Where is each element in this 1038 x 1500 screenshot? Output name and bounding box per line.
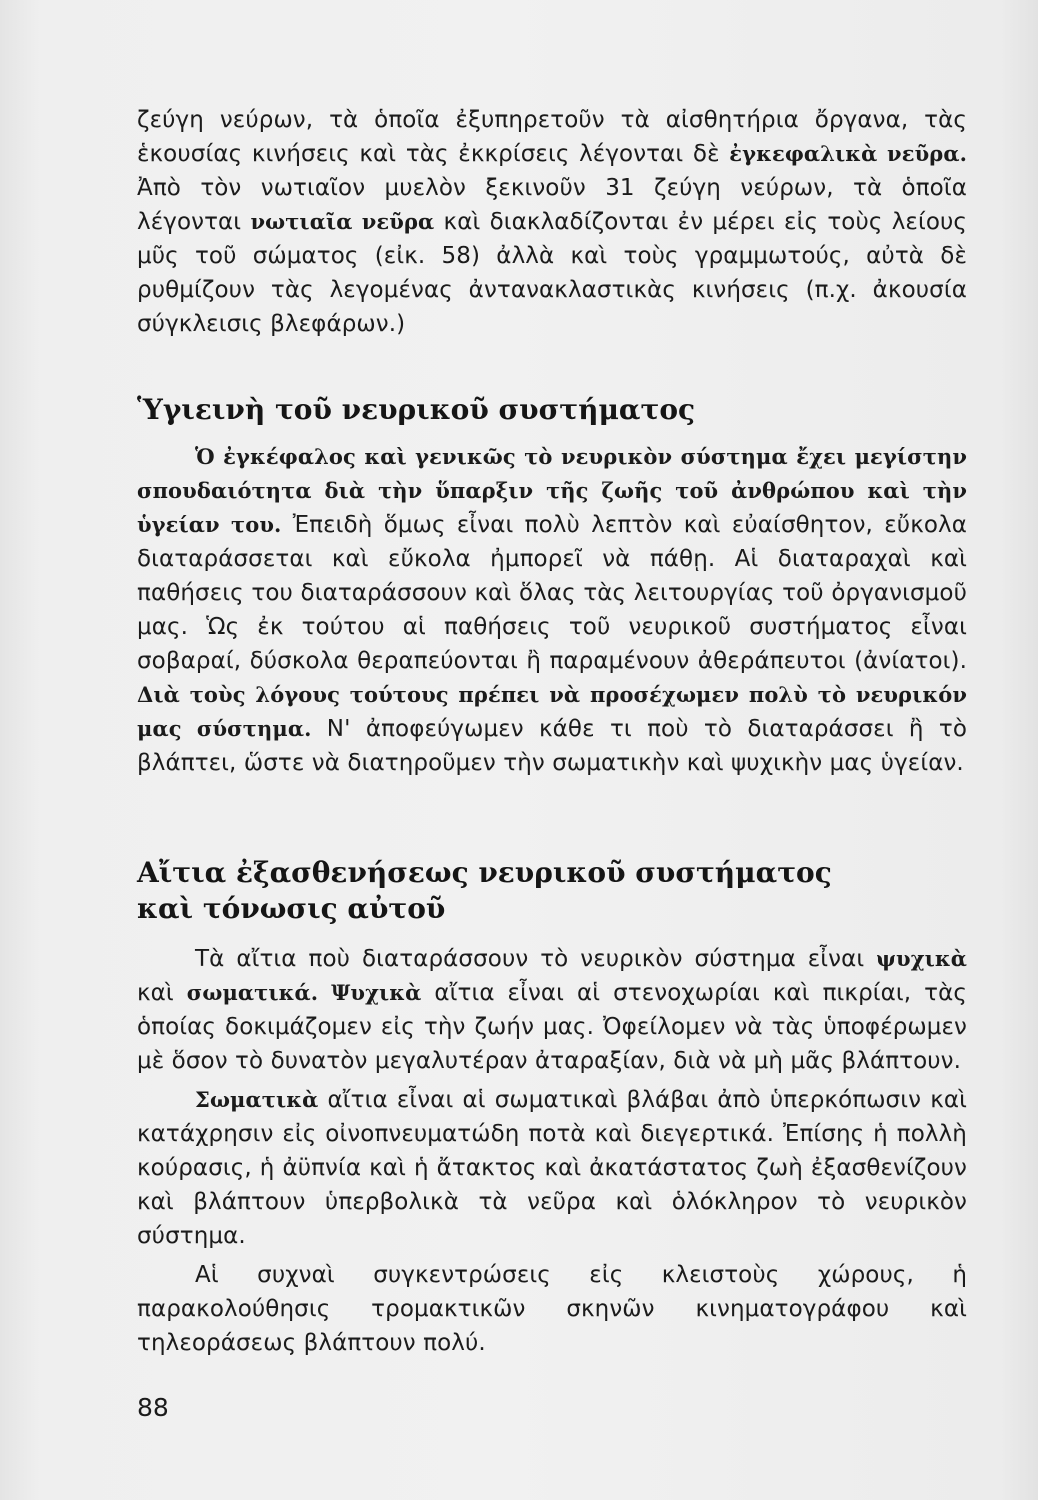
text-run: [318, 980, 331, 1006]
bold-term: Σωματικὰ: [195, 1087, 319, 1112]
bold-term: ἐγκεφαλικὰ νεῦρα.: [729, 141, 967, 166]
text-run: Τὰ αἴτια ποὺ διαταράσσουν τὸ νευρικὸν σύστημα εἶναι: [195, 946, 877, 972]
paragraph-causes: [137, 942, 967, 1078]
paragraph-cranial-nerves: [137, 103, 967, 341]
text-run: Ν' ἀποφεύγωμεν κάθε τι ποὺ τὸ διαταράσσει ἢ τὸ βλάπτει, ὥστε νὰ διατηροῦμεν τὴν σωματικὴν καὶ ψυχικὴν μας ὑγείαν.: [137, 716, 967, 776]
heading-line: καὶ τόνωσις αὐτοῦ: [137, 892, 446, 925]
bold-term: Ψυχικὰ: [331, 980, 422, 1005]
paragraph-physical-causes: [137, 1083, 967, 1253]
page-number: 88: [137, 1393, 169, 1422]
section-heading-hygiene: Ὑγιεινὴ τοῦ νευρικοῦ συστήματος: [137, 393, 696, 426]
heading-line: Αἴτια ἐξασθενήσεως νευρικοῦ συστήματος: [137, 856, 832, 889]
text-run: καὶ διακλαδίζονται ἐν μέρει εἰς τοὺς λείους μῦς τοῦ σώματος (εἰκ. 58) ἀλλὰ καὶ τοὺς γραμμωτούς, αὐτὰ δὲ ρυθμίζουν τὰς λεγομένας ἀντανακλαστικὰς κινήσεις (π.χ. ἀκουσία σύγκλεισις βλεφάρων.): [137, 209, 968, 337]
text-run: αἴτια εἶναι αἱ σωματικαὶ βλάβαι ἀπὸ ὑπερκόπωσιν καὶ κατάχρησιν εἰς οἰνοπνευματώδη ποτὰ καὶ διεγερτικά. Ἐπίσης ἡ πολλὴ κούρασις, ἡ ἀϋπνία καὶ ἡ ἄτακτος καὶ ἀκατάστατος ζωὴ ἐξασθενίζουν καὶ βλάπτουν ὑπερβολικὰ τὰ νεῦρα καὶ ὁλόκληρον τὸ νευρικὸν σύστημα.: [137, 1087, 967, 1249]
paragraph-gatherings: Αἱ συχναὶ συγκεντρώσεις εἰς κλειστοὺς χώρους, ἡ παρακολούθησις τρομακτικῶν σκηνῶν κινηματογράφου καὶ τηλεοράσεως βλάπτουν πολύ.: [137, 1262, 967, 1356]
text-run: καὶ: [137, 980, 187, 1006]
text-run: Ἀπὸ τὸν νωτιαῖον μυελὸν ξεκινοῦν 31 ζεύγη νεύρων, τὰ ὁποῖα λέγονται: [137, 175, 967, 235]
text-run: Ἐπειδὴ ὅμως εἶναι πολὺ λεπτὸν καὶ εὐαίσθητον, εὔκολα διαταράσσεται καὶ εὔκολα ἠμπορεῖ νὰ πάθῃ. Αἱ διαταραχαὶ καὶ παθήσεις του διαταράσσουν καὶ ὅλας τὰς λειτουργίας τοῦ ὀργανισμοῦ μας. Ὡς ἐκ τούτου αἱ παθήσεις τοῦ νευρικοῦ συστήματος εἶναι σοβαραί, δύσκολα θεραπεύονται ἢ παραμένουν ἀθεράπευτοι (ἀνίατοι).: [137, 512, 967, 674]
bold-term: ψυχικὰ: [876, 946, 967, 971]
bold-term: νωτιαῖα νεῦρα: [250, 209, 435, 234]
text-run: αἴτια εἶναι αἱ στενοχωρίαι καὶ πικρίαι, τὰς ὁποίας δοκιμάζομεν εἰς τὴν ζωήν μας. Ὀφείλομεν νὰ τὰς ὑποφέρωμεν μὲ ὅσον τὸ δυνατὸν μεγαλυτέραν ἀταραξίαν, διὰ νὰ μὴ μᾶς βλάπτουν.: [137, 980, 967, 1074]
section-heading-causes: [137, 855, 967, 927]
bold-sentence: Διὰ τοὺς λόγους τούτους πρέπει νὰ προσέχωμεν πολὺ τὸ νευρικόν μας σύστημα.: [137, 682, 967, 741]
text-run: ζεύγη νεύρων, τὰ ὁποῖα ἐξυπηρετοῦν τὰ αἰσθητήρια ὄργανα, τὰς ἑκουσίας κινήσεις καὶ τὰς ἐκκρίσεις λέγονται δὲ: [137, 107, 967, 167]
bold-term: σωματικά.: [186, 980, 319, 1005]
paragraph-hygiene: [137, 440, 967, 780]
bold-sentence: Ὁ ἐγκέφαλος καὶ γενικῶς τὸ νευρικὸν σύστημα ἔχει μεγίστην σπουδαιότητα διὰ τὴν ὕπαρξιν τῆς ζωῆς τοῦ ἀνθρώπου καὶ τὴν ὑγείαν του.: [137, 444, 967, 537]
